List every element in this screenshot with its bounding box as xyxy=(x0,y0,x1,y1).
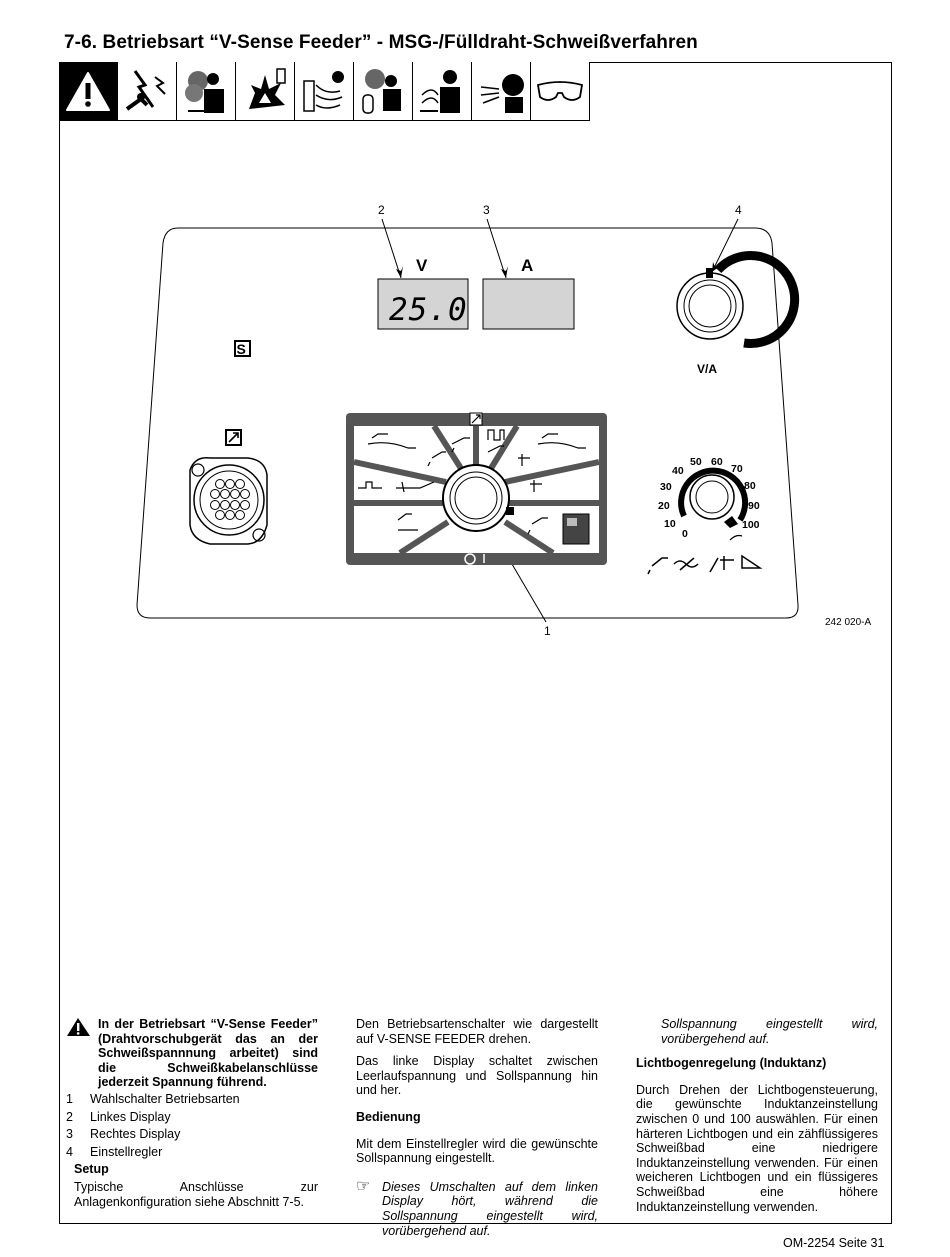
text-column-1 xyxy=(66,1017,318,1209)
callout-3: 3 xyxy=(483,203,490,217)
text-column-3 xyxy=(636,1017,878,1222)
voltage-adjust-knob xyxy=(677,256,795,344)
display-toggle-text: Das linke Display schaltet zwischen Leerlaufspannung und Sollspannung hin und her. xyxy=(356,1054,598,1098)
callout-2: 2 xyxy=(378,203,385,217)
scale-label-40: 40 xyxy=(672,465,684,477)
text-column-2 xyxy=(356,1017,598,1238)
process-symbols-row xyxy=(648,556,760,574)
right-display xyxy=(483,279,574,329)
s-symbol: S xyxy=(236,341,246,357)
warning-triangle-icon xyxy=(66,1017,92,1037)
setup-text: Typische Anschlüsse zur Anlagenkonfiguration siehe Abschnitt 7-5. xyxy=(74,1179,318,1209)
scale-label-80: 80 xyxy=(744,480,756,492)
operation-heading: Bedienung xyxy=(356,1109,421,1124)
arc-control-text: Durch Drehen der Lichtbogensteuerung, die gewünschte Induktanzeinstellung zwischen 0 und 100 auswählen. Für einen härteren Lichtbogen und ein zähflüssigeres Schweißbad eine niedrigere Induktanzeinstellung verwenden. Für einen weicheren Lichtbogen und ein flüssigeres Schweißbad eine höhere Induktanzeinstellung verwenden. xyxy=(636,1082,878,1214)
callout-1: 1 xyxy=(544,624,551,638)
note-text: Dieses Umschalten auf dem linken Display hört, während die Sollspannung eingestellt wird, vorübergehend auf. xyxy=(382,1179,598,1238)
callout-4: 4 xyxy=(735,203,742,217)
process-selector-switch xyxy=(346,413,607,565)
figure-reference: 242 020-A xyxy=(825,617,872,628)
warning-heading: In der Betriebsart “V-Sense Feeder” (Drahtvorschubgerät das an der Schweißspannnung arbeitet) sind die Schweißkabelanschlüsse jederzeit Spannung führend. xyxy=(98,1017,318,1090)
scale-label-50: 50 xyxy=(690,456,702,468)
pointing-hand-icon: ☞ xyxy=(356,1177,371,1195)
right-display-label: A xyxy=(521,256,534,275)
scale-label-90: 90 xyxy=(748,500,760,512)
left-display-value: 25.0 xyxy=(389,292,468,328)
scale-label-100: 100 xyxy=(742,519,760,531)
scale-label-70: 70 xyxy=(731,463,743,475)
legend-item: 2 Linkes Display xyxy=(66,1109,171,1124)
scale-label-20: 20 xyxy=(658,500,670,512)
legend-item: 3 Rechtes Display xyxy=(66,1127,181,1142)
legend-item: 4 Einstellregler xyxy=(66,1144,163,1159)
note-continuation: Sollspannung eingestellt wird, vorübergehend auf. xyxy=(661,1017,878,1046)
legend-item: 1 Wahlschalter Betriebsarten xyxy=(66,1091,240,1106)
inductance-dial xyxy=(681,471,745,540)
section-title: 7-6. Betriebsart “V-Sense Feeder” - MSG-/Fülldraht-Schweißverfahren xyxy=(64,32,698,53)
remote-receptacle xyxy=(190,458,267,544)
knob-label: V/A xyxy=(697,362,718,376)
left-display-label: V xyxy=(416,256,428,275)
scale-label-10: 10 xyxy=(664,518,676,530)
page-footer: OM-2254 Seite 31 xyxy=(783,1236,885,1250)
scale-label-0: 0 xyxy=(682,528,688,540)
scale-label-30: 30 xyxy=(660,481,672,493)
arc-control-heading: Lichtbogenregelung (Induktanz) xyxy=(636,1056,827,1071)
setup-heading: Setup xyxy=(74,1162,109,1177)
mode-switch-text: Den Betriebsartenschalter wie dargestellt auf V-SENSE FEEDER drehen. xyxy=(356,1017,598,1046)
legend-list xyxy=(66,1092,318,1159)
scale-label-60: 60 xyxy=(711,456,723,468)
operation-text: Mit dem Einstellregler wird die gewünschte Sollspannung eingestellt. xyxy=(356,1136,598,1166)
